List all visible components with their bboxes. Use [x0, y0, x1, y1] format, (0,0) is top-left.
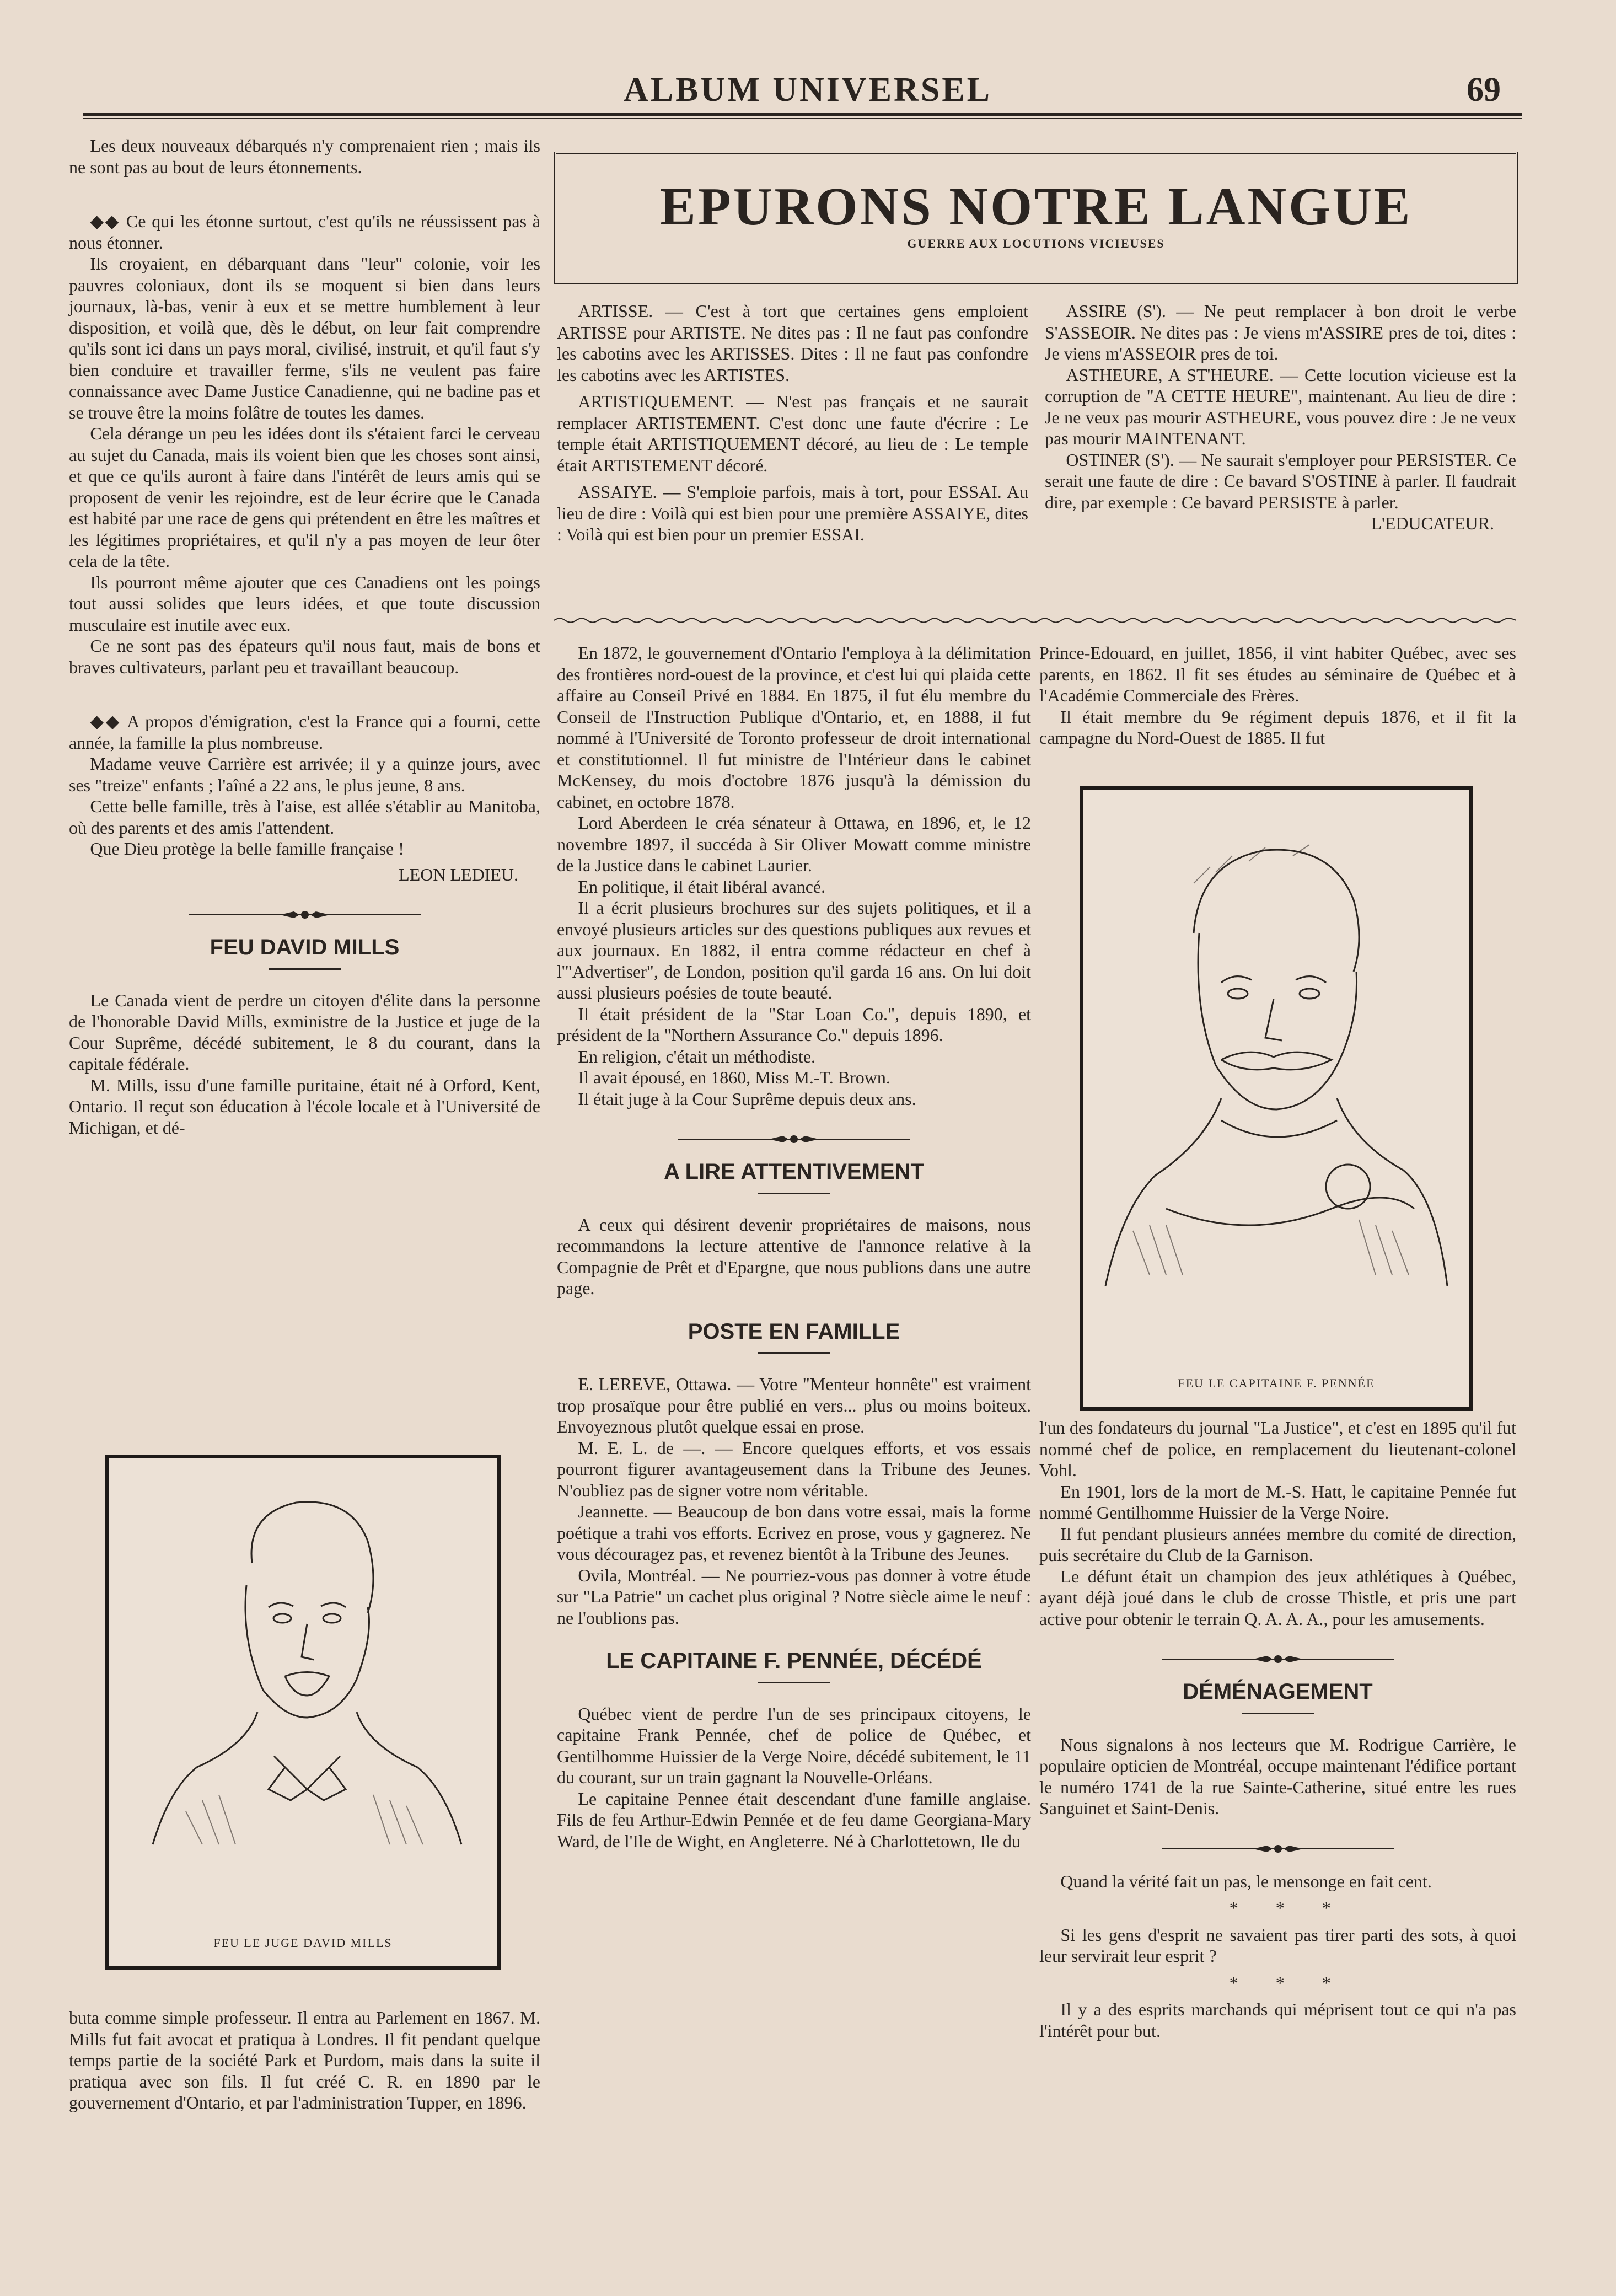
langue-column-right [1045, 301, 1516, 534]
column-left-continued [69, 2007, 540, 2113]
paragraph: Ce ne sont pas des épateurs qu'il nous faut, mais de bons et braves cultivateurs, parlant peu et travaillant beaucoup. [69, 636, 540, 677]
paragraph: Cela dérange un peu les idées dont ils s'étaient farci le cerveau au sujet du Canada, mais ils voient bien que les choses sont ainsi, et que ce qu'ils auront à faire dans l'intérêt de leurs amis qui se proposent de venir les rejoindre, est de leur écrire que le Canada est habité par une race de gens qui prétendent en être les maîtres et les légitimes propriétaires, et qu'il n'y a pas moyen de leur ôter cela de la tête. [69, 423, 540, 571]
section-title-lire: A LIRE ATTENTIVEMENT [664, 1160, 924, 1184]
paragraph: M. E. L. de —. — Encore quelques efforts, et vos essais pourront figurer avantageusement dans la Tribune des Jeunes. N'oubliez pas de signer votre nom véritable. [557, 1437, 1031, 1500]
title-underline [1242, 1713, 1314, 1714]
paragraph: Prince-Edouard, en juillet, 1856, il vint habiter Québec, avec ses parents, en 1862. Il fit ses études au séminaire de Québec et à l'Académie Commerciale des Frères. [1039, 643, 1516, 705]
paragraph: Cette belle famille, très à l'aise, est allée s'établir au Manitoba, où des parents et des amis l'attendent. [69, 796, 540, 838]
paragraph: ASSIRE (S'). — Ne peut remplacer à bon droit le verbe S'ASSEOIR. Ne dites pas : Je viens m'ASSIRE pres de toi, dites : Je viens m'ASSEOIR pres de toi. [1045, 301, 1516, 363]
header-rule-thin [83, 118, 1522, 119]
publication-title: ALBUM UNIVERSEL [623, 71, 992, 109]
paragraph: Le défunt était un champion des jeux athlétiques à Québec, ayant déjà joué dans le club de crosse Thistle, et pris une part active pour obtenir le terrain Q. A. A. A., pour les amusements. [1039, 1566, 1516, 1629]
paragraph: Il était membre du 9e régiment depuis 1876, et il fit la campagne du Nord-Ouest de 1885. Il fut [1039, 706, 1516, 748]
paragraph: Lord Aberdeen le créa sénateur à Ottawa, en 1896, et, le 12 novembre 1897, il succéda à Sir Oliver Mowatt comme ministre de la Justice dans le cabinet Laurier. [557, 813, 1031, 875]
paragraph: En 1901, lors de la mort de M.-S. Hatt, le capitaine Pennée fut nommé Gentilhomme Huissier de la Verge Noire. [1039, 1481, 1516, 1522]
page-number: 69 [1467, 71, 1501, 109]
paragraph: Madame veuve Carrière est arrivée; il y a quinze jours, avec ses "treize" enfants ; l'aîné a 22 ans, le plus jeune, 8 ans. [69, 754, 540, 795]
paragraph: Le Canada vient de perdre un citoyen d'élite dans la personne de l'honorable David Mills, exministre de la Justice et juge de la Cour Suprême, décédé subitement, le 8 du courant, dans la capitale fédérale. [69, 990, 540, 1074]
title-underline [758, 1352, 830, 1354]
ornament-divider [1162, 1843, 1394, 1854]
section-title-poste: POSTE EN FAMILLE [688, 1319, 900, 1344]
paragraph: Le capitaine Pennee était descendant d'une famille anglaise. Fils de feu Arthur-Edwin Pennée et de feu dame Georgiana-Mary Ward, de l'Ile de Wight, en Angleterre. Né à Charlottetown, Ile du [557, 1788, 1031, 1851]
title-underline [758, 1682, 830, 1683]
stars-separator: * * * [1229, 1972, 1347, 1993]
paragraph: Québec vient de perdre l'un de ses principaux citoyens, le capitaine Frank Pennée, chef de police de Québec, et Gentilhomme Huissier de la Verge Noire, décédé subitement, le 11 du courant, sur un train gagnant la Nouvelle-Orléans. [557, 1703, 1031, 1787]
paragraph: Il a écrit plusieurs brochures sur des sujets politiques, et il a envoyé plusieurs articles sur des questions publiques aux revues et aux journaux. En 1882, il entra comme rédacteur en chef à l'"Advertiser", de London, position qu'il garda 16 ans. On lui doit aussi plusieurs poésies de toute beauté. [557, 898, 1031, 1002]
paragraph: Jeannette. — Beaucoup de bon dans votre essai, mais la forme poétique a trahi vos efforts. Ecrivez en prose, vous y gagnerez. Ne vous découragez pas, et revenez bientôt à la Tribune des Jeunes. [557, 1501, 1031, 1564]
section-title-demenagement: DÉMÉNAGEMENT [1183, 1680, 1373, 1704]
paragraph: Il était juge à la Cour Suprême depuis deux ans. [578, 1088, 916, 1109]
title-underline [269, 968, 341, 970]
portrait-illustration [1083, 790, 1469, 1407]
ornament-divider [189, 909, 421, 920]
paragraph: Les deux nouveaux débarqués n'y comprenaient rien ; mais ils ne sont pas au bout de leurs étonnements. [69, 136, 540, 177]
column-middle [557, 642, 1031, 1852]
paragraph: E. LEREVE, Ottawa. — Votre "Menteur honnête" est vraiment trop prosaïque pour être publié en vers... plus ou moins boiteux. Envoyeznous plutôt quelque essai en prose. [557, 1374, 1031, 1436]
column-right-continued [1039, 1417, 1516, 2041]
paragraph: Il avait épousé, en 1860, Miss M.-T. Brown. [578, 1067, 890, 1087]
paragraph: ◆◆ Ce qui les étonne surtout, c'est qu'ils ne réussissent pas à nous étonner. [69, 211, 540, 253]
ornament-divider [1162, 1654, 1394, 1665]
column-right [1039, 642, 1516, 749]
portrait-caption: FEU LE JUGE DAVID MILLS [213, 1936, 393, 1950]
paragraph: En religion, c'était un méthodiste. [578, 1046, 815, 1066]
paragraph: ASSAIYE. — S'emploie parfois, mais à tort, pour ESSAI. Au lieu de dire : Voilà qui est bien pour une première ASSAIYE, dites : Voilà qui est bien pour un premier ESSAI. [557, 482, 1028, 544]
column-left [69, 135, 540, 1138]
langue-column-left [557, 301, 1028, 545]
banner-title: EPURONS NOTRE LANGUE [659, 177, 1413, 237]
paragraph: Nous signalons à nos lecteurs que M. Rodrigue Carrière, le populaire opticien de Montréal, occupe maintenant l'édifice portant le numéro 1741 de la rue Sainte-Catherine, situé entre les rues Sanguinet et Saint-Denis. [1039, 1734, 1516, 1818]
paragraph: Ils croyaient, en débarquant dans "leur" colonie, voir les pauvres coloniaux, dont ils se moquent si bien dans leurs journaux, là-bas, venir à eux et se mettre humblement à leur disposition, et voilà que, dès le début, on leur fait comprendre qu'ils sont ici dans un pays moral, civilisé, instruit, et qu'il faut s'y bien conduire et travailler ferme, s'ils ne veulent pas faire connaissance avec Dame Justice Canadienne, qui ne badine pas et se trouve être la moins folâtre de toutes les dames. [69, 254, 540, 422]
paragraph: ARTISTIQUEMENT. — N'est pas français et ne saurait remplacer ARTISTEMENT. C'est donc une faute d'écrire : Le temple était ARTISTIQUEMENT décoré, au lieu de : Le temple était ARTISTEMENT décoré. [557, 391, 1028, 475]
paragraph: Il y a des esprits marchands qui méprisent tout ce qui n'a pas l'intérêt pour but. [1039, 1999, 1516, 2041]
paragraph: l'un des fondateurs du journal "La Justice", et c'est en 1895 qu'il fut nommé chef de police, en remplacement du lieutenant-colonel Vohl. [1039, 1418, 1516, 1480]
paragraph: Il était président de la "Star Loan Co.", depuis 1890, et président de la "Northern Assurance Co." depuis 1896. [557, 1004, 1031, 1045]
portrait-capitaine-pennee [1080, 786, 1473, 1411]
paragraph: Il fut pendant plusieurs années membre du comité de direction, puis secrétaire du Club de la Garnison. [1039, 1523, 1516, 1565]
paragraph: Quand la vérité fait un pas, le mensonge en fait cent. [1060, 1871, 1432, 1891]
stars-separator: * * * [1229, 1898, 1347, 1918]
header-rule [83, 113, 1522, 116]
paragraph: ASTHEURE, A ST'HEURE. — Cette locution vicieuse est la corruption de "A CETTE HEURE", maintenant. Au lieu de dire : Je ne veux pas mourir ASTHEURE, vous pouvez dire : Je ne veux pas mourir MAINTENANT. [1045, 364, 1516, 448]
banner-subtitle: GUERRE AUX LOCUTIONS VICIEUSES [907, 237, 1165, 250]
signature: L'EDUCATEUR. [1371, 513, 1494, 533]
paragraph: M. Mills, issu d'une famille puritaine, était né à Orford, Kent, Ontario. Il reçut son éducation à l'école locale et à l'Université de Michigan, et dé- [69, 1075, 540, 1138]
paragraph: En 1872, le gouvernement d'Ontario l'employa à la délimitation des frontières nord-ouest de la province, et c'est lui qui plaida cette affaire au Conseil Privé en 1884. En 1875, il fut élu membre du Conseil de l'Instruction Publique d'Ontario, et, en 1888, il fut nommé à l'Université de Toronto professeur de droit international et constitutionnel. Il fut ministre de l'Intérieur dans le cabinet McKensey, du mois d'octobre 1876 jusqu'à la démission du cabinet, en octobre 1878. [557, 643, 1031, 812]
paragraph: Ils pourront même ajouter que ces Canadiens ont les poings tout aussi solides que leurs idées, et que toute discussion musculaire est inutile avec eux. [69, 572, 540, 635]
paragraph: A ceux qui désirent devenir propriétaires de maisons, nous recommandons la lecture attentive de l'annonce relative à la Compagnie de Prêt et d'Epargne, que nous publions dans une autre page. [557, 1214, 1031, 1298]
paragraph: En politique, il était libéral avancé. [578, 876, 826, 897]
wavy-divider [554, 616, 1516, 624]
signature: LEON LEDIEU. [399, 864, 518, 884]
title-underline [758, 1193, 830, 1194]
paragraph: Ovila, Montréal. — Ne pourriez-vous pas donner à votre étude sur "La Patrie" un cachet plus original ? Notre siècle aime le neuf : ne l'oublions pas. [557, 1565, 1031, 1628]
paragraph: Si les gens d'esprit ne savaient pas tirer parti des sots, à quoi leur servirait leur esprit ? [1039, 1924, 1516, 1966]
paragraph: ◆◆ A propos d'émigration, c'est la France qui a fourni, cette année, la famille la plus nombreuse. [69, 711, 540, 753]
paragraph: Que Dieu protège la belle famille française ! [90, 839, 404, 859]
banner-box [554, 152, 1518, 284]
portrait-illustration [109, 1458, 497, 1966]
portrait-david-mills [105, 1455, 501, 1970]
ornament-divider [678, 1134, 910, 1145]
portrait-caption: FEU LE CAPITAINE F. PENNÉE [1178, 1376, 1375, 1390]
paragraph: buta comme simple professeur. Il entra au Parlement en 1867. M. Mills fut fait avocat et pratiqua à Londres. Il fit pendant quelque temps partie de la société Park et Purdom, mais dans la suite il pratiqua avec son fils. Il fut créé C. R. en 1890 par le gouvernement d'Ontario, et par l'administration Tupper, en 1896. [69, 2008, 540, 2112]
paragraph: ARTISSE. — C'est à tort que certaines gens emploient ARTISSE pour ARTISTE. Ne dites pas : Il ne faut pas confondre les cabotins avec les ARTISSES. Dites : Il ne faut pas confondre les cabotins avec les ARTISTES. [557, 301, 1028, 385]
section-title-pennee: LE CAPITAINE F. PENNÉE, DÉCÉDÉ [606, 1649, 982, 1673]
paragraph: OSTINER (S'). — Ne saurait s'employer pour PERSISTER. Ce serait une faute de dire : Ce bavard S'OSTINE à parler. Il faudrait dire, par exemple : Ce bavard PERSISTE à parler. [1045, 449, 1516, 512]
section-title-mills: FEU DAVID MILLS [210, 935, 400, 959]
